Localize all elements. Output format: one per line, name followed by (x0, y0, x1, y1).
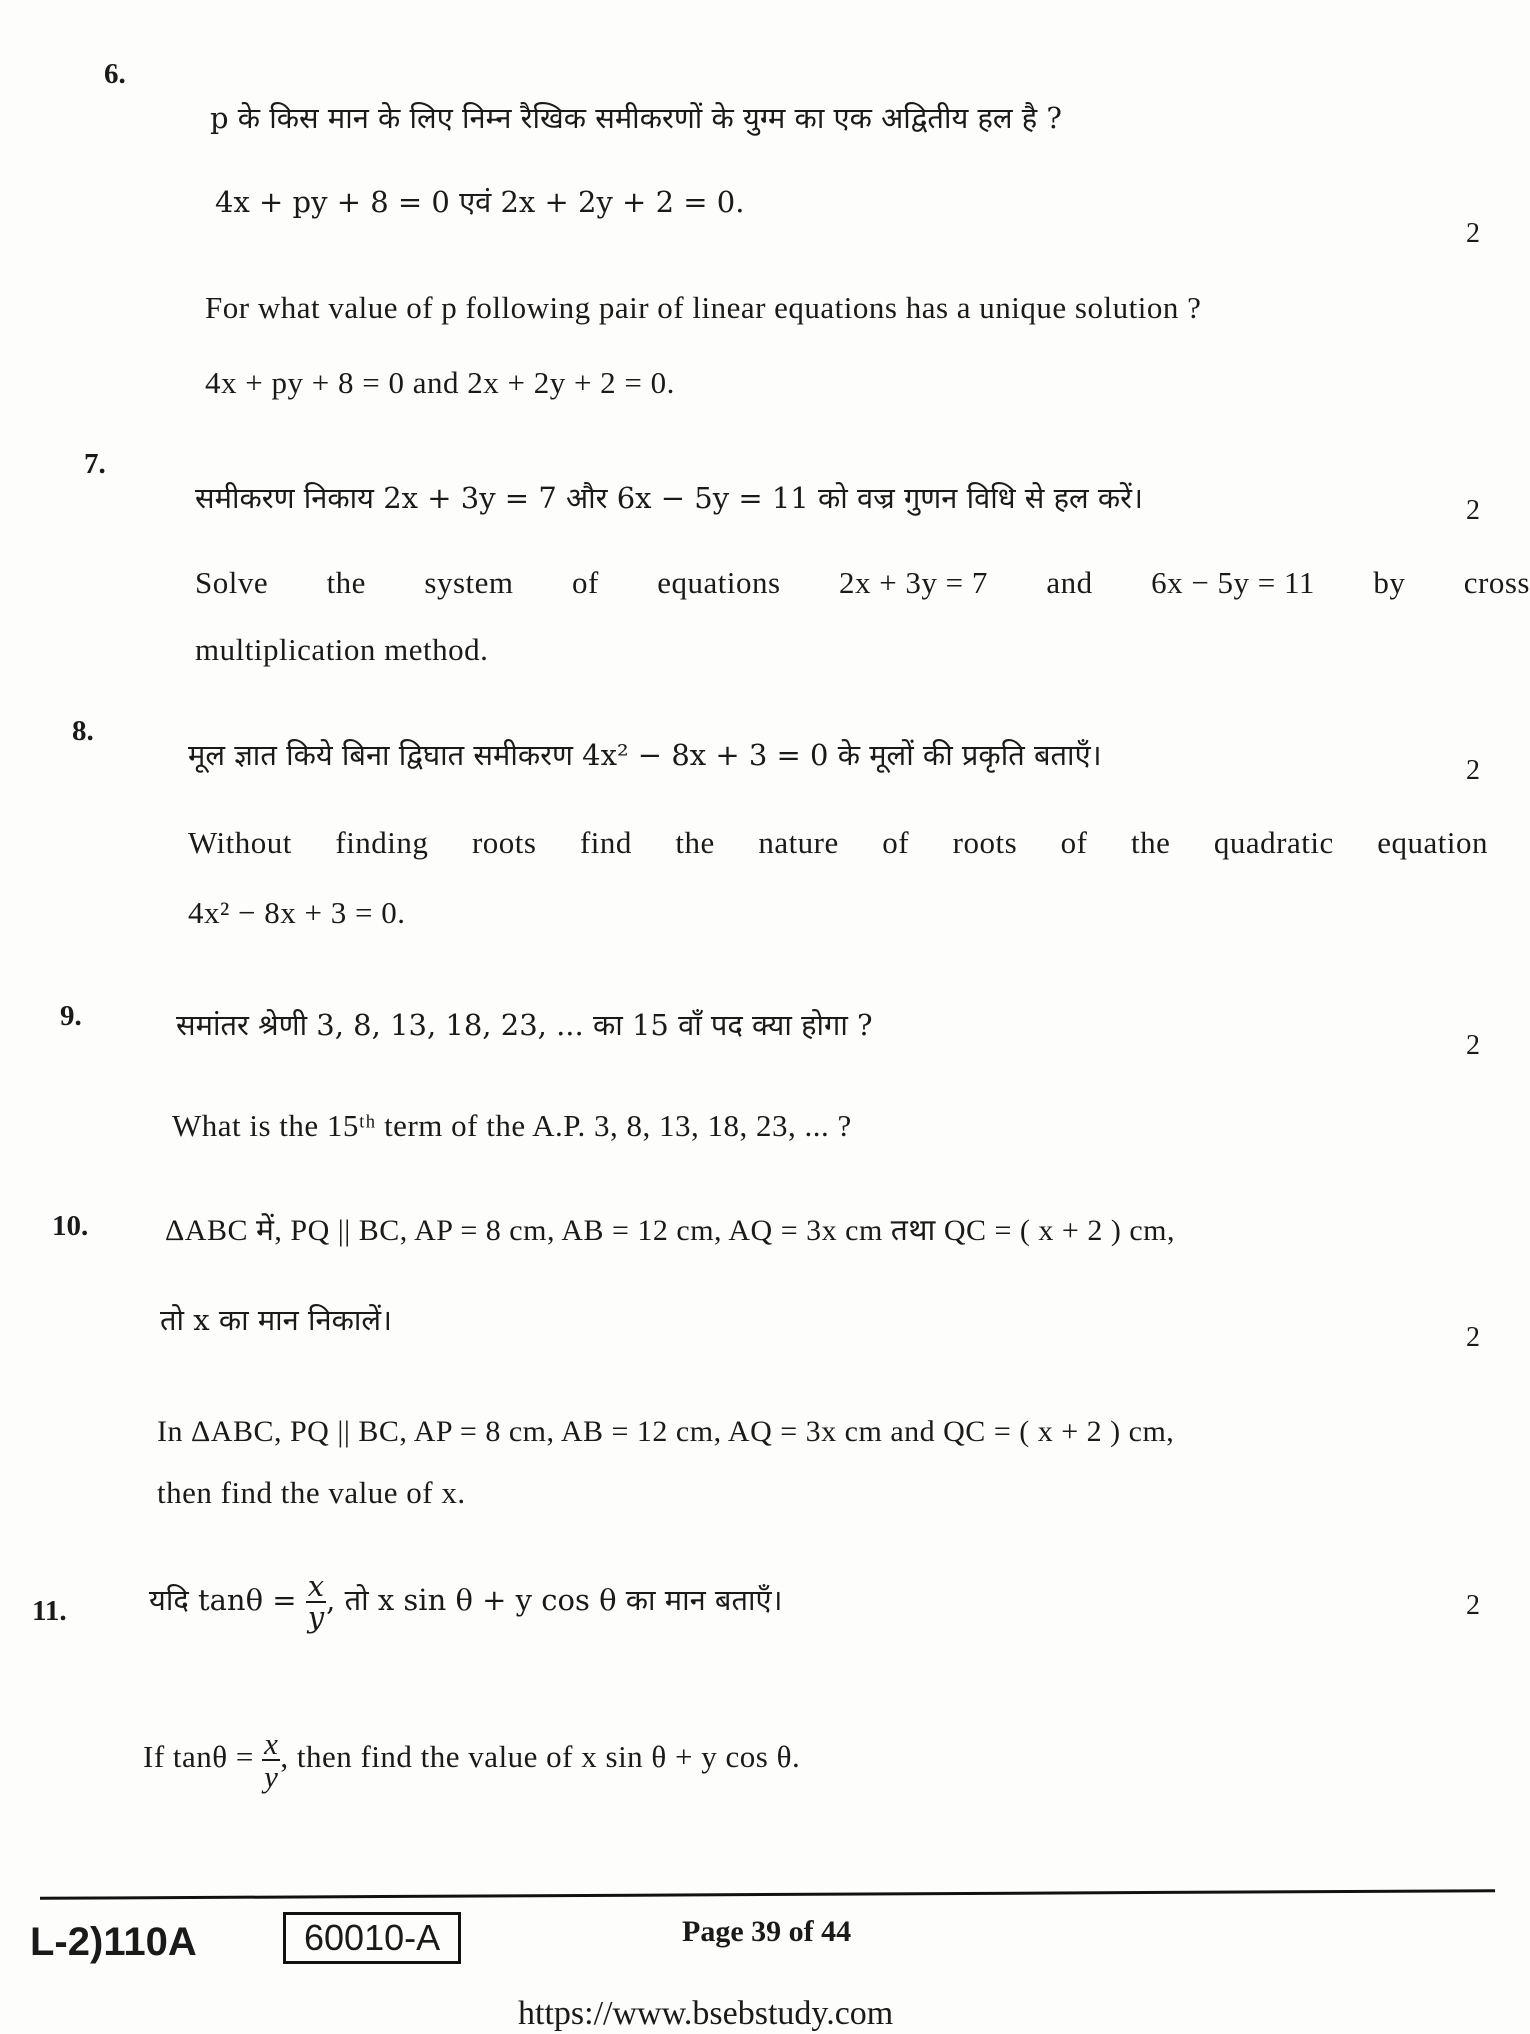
word: of (882, 825, 910, 860)
question-number: 11. (32, 1595, 67, 1627)
denominator: y (264, 1759, 279, 1794)
word: by (1373, 565, 1406, 600)
word: the (675, 825, 715, 860)
equation-hindi: 4x + py + 8 = 0 एवं 2x + 2y + 2 = 0. (215, 185, 745, 219)
question-number: 10. (52, 1210, 89, 1242)
word: the (1131, 825, 1171, 860)
question-english (195, 565, 1530, 601)
question-english-2: then find the value of x. (157, 1475, 466, 1510)
fraction (262, 1728, 280, 1792)
word: system (424, 565, 514, 600)
question-number: 6. (104, 58, 126, 90)
question-number: 9. (60, 1000, 82, 1032)
numerator: x (264, 1726, 279, 1761)
marks: 2 (1466, 495, 1480, 526)
page-number: Page 39 of 44 (682, 1915, 852, 1948)
question-number: 7. (84, 448, 106, 480)
word: of (571, 565, 599, 600)
word: of (1060, 825, 1088, 860)
question-english-2: multiplication method. (195, 632, 489, 667)
text: , then find the value of x sin θ + y cos θ. (280, 1739, 801, 1775)
denominator: y (307, 1600, 325, 1634)
word: the (326, 565, 366, 600)
question-number: 8. (72, 715, 94, 747)
word: equation (1377, 825, 1488, 860)
question-hindi: समांतर श्रेणी 3, 8, 13, 18, 23, ... का 15 वाँ पद क्या होगा ? (176, 1008, 873, 1042)
question-english (188, 825, 1488, 861)
text: यदि tanθ = (149, 1583, 297, 1617)
question-english (143, 1728, 800, 1792)
question-hindi: समीकरण निकाय 2x + 3y = 7 और 6x − 5y = 11 को वज्र गुणन विधि से हल करें। (195, 481, 1143, 515)
footer-rule (40, 1889, 1495, 1900)
fraction (306, 1569, 326, 1634)
website-url: https://www.bsebstudy.com (518, 1995, 894, 2032)
marks: 2 (1466, 1322, 1480, 1353)
word: 6x − 5y = 11 (1151, 565, 1315, 600)
word: roots (471, 825, 537, 860)
word: 2x + 3y = 7 (838, 565, 988, 600)
equation-english: 4x + py + 8 = 0 and 2x + 2y + 2 = 0. (205, 365, 675, 400)
word: cross (1463, 565, 1530, 600)
text: , तो x sin θ + y cos θ का मान बताएँ। (326, 1583, 783, 1617)
numerator: x (306, 1572, 326, 1603)
word: Solve (195, 565, 269, 600)
word: Without (188, 825, 292, 860)
marks: 2 (1466, 218, 1480, 249)
marks: 2 (1466, 1590, 1480, 1621)
text: If tanθ = (143, 1739, 254, 1775)
question-english: In ΔABC, PQ || BC, AP = 8 cm, AB = 12 cm, AQ = 3x cm and QC = ( x + 2 ) cm, (157, 1415, 1175, 1448)
question-hindi: ΔABC में, PQ || BC, AP = 8 cm, AB = 12 cm, AQ = 3x cm तथा QC = ( x + 2 ) cm, (165, 1214, 1175, 1247)
word: equations (657, 565, 781, 600)
question-english: What is the 15ᵗʰ term of the A.P. 3, 8, 13, 18, 23, ... ? (172, 1108, 852, 1143)
marks: 2 (1466, 1030, 1480, 1061)
word: nature (758, 825, 839, 860)
question-hindi (149, 1569, 783, 1634)
word: roots (952, 825, 1018, 860)
question-hindi-2: तो x का मान निकालें। (160, 1303, 393, 1337)
question-english: For what value of p following pair of linear equations has a unique solution ? (205, 290, 1202, 325)
word: finding (335, 825, 429, 860)
question-hindi: मूल ज्ञात किये बिना द्विघात समीकरण 4x² − 8x + 3 = 0 के मूलों की प्रकृति बताएँ। (188, 738, 1102, 772)
word: find (579, 825, 632, 860)
question-english-2: 4x² − 8x + 3 = 0. (188, 895, 406, 930)
question-hindi: p के किस मान के लिए निम्न रैखिक समीकरणों के युग्म का एक अद्वितीय हल है ? (210, 101, 1062, 135)
word: and (1046, 565, 1093, 600)
set-code-box: 60010-A (283, 1912, 461, 1964)
word: quadratic (1213, 825, 1334, 860)
paper-code: L-2)110A (30, 1920, 197, 1964)
marks: 2 (1466, 755, 1480, 786)
